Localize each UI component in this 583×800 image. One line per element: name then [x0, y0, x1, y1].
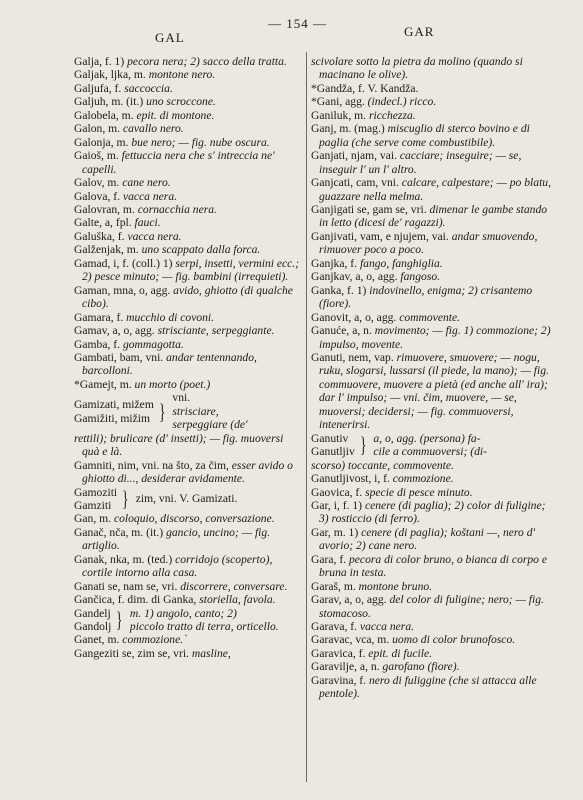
entry-definition: un morto (poet.)	[134, 377, 211, 391]
entry-headword: Gambati, bam, vni.	[74, 350, 167, 364]
entry-headword: Gandolj	[74, 620, 112, 634]
dictionary-entry	[74, 633, 302, 646]
entry-definition: corridojo (scoperto), cortile intorno alla casa.	[82, 552, 273, 580]
dictionary-entry	[74, 284, 302, 311]
entry-definition: strisciante, serpeggiante.	[157, 324, 275, 338]
dictionary-entry	[311, 95, 551, 108]
entry-definition: (indecl.) ricco.	[367, 95, 437, 109]
entry-headword: Gamizati, mižem	[74, 398, 154, 412]
entry-continuation: rettili); brulicare (d' insetti); — fig. muoversi quà e là.	[74, 431, 284, 459]
dictionary-entry	[311, 109, 551, 122]
entry-headword: Garavac, vca, m.	[311, 633, 393, 647]
entry-definition: dimenar le gambe stando in letto (dicesi de' ragazzi).	[319, 202, 548, 230]
dictionary-entry	[74, 459, 302, 486]
entry-headword: Ganj, m. (mag.)	[311, 122, 388, 136]
entry-definition	[371, 432, 487, 459]
entry-headword: Gaman, mna, o, agg.	[74, 283, 174, 297]
entry-definition: scivolare sotto la pietra da molino (quando si macinano le olive).	[311, 55, 523, 82]
dictionary-entry	[311, 580, 551, 593]
entry-headword: Ganet, m.	[74, 633, 123, 647]
entry-definition: specie di pesce minuto.	[365, 485, 473, 499]
dictionary-entry	[311, 633, 551, 646]
dictionary-entry	[311, 284, 551, 311]
column-divider	[306, 52, 307, 782]
running-head-right: GAR	[404, 24, 435, 39]
entry-definition: mucchio di covoni.	[126, 310, 215, 324]
definition-line: serpeggiare (de'	[172, 418, 248, 432]
entry-headword: Ganač, nča, m. (it.)	[74, 525, 167, 539]
entry-definition: uomo di color brunofosco.	[392, 633, 516, 647]
dictionary-entry	[311, 647, 551, 660]
dictionary-entry	[74, 324, 302, 337]
entry-definition: vacca nera.	[122, 189, 178, 203]
dictionary-entry	[311, 55, 551, 82]
dictionary-entry	[311, 472, 551, 485]
entry-definition: cenere (di paglia); 2) color di fuligine; 3) rosticcio (di ferro).	[319, 498, 546, 526]
entry-headword: Gančica, f. dim. di Ganka,	[74, 593, 200, 607]
entry-headword: Ganati se, nam se, vri.	[74, 579, 181, 593]
entry-headword: Gamba, f.	[74, 337, 123, 351]
entry-definition: cane nero.	[122, 176, 171, 190]
dictionary-entry	[74, 95, 302, 108]
dictionary-entry	[74, 149, 302, 176]
entry-definition: gommagotta.	[122, 337, 184, 351]
dictionary-entry	[311, 230, 551, 257]
entry-headword: Gar, i, f. 1)	[311, 498, 365, 512]
entry-definition: pecora nera; 2) sacco della tratta.	[127, 55, 287, 68]
entry-definition: cacciare; inseguire; — se, inseguir l' un l' altro.	[319, 149, 522, 176]
entry-headword: Galovran, m.	[74, 202, 138, 216]
entry-group	[74, 391, 302, 431]
entry-definition: indovinello, enigma; 2) crisantemo (fiore).	[319, 283, 533, 311]
entry-headword: Galonja, m.	[74, 135, 132, 149]
brace-glyph: }	[122, 485, 129, 511]
page-header	[0, 14, 583, 44]
dictionary-entry	[311, 270, 551, 283]
entry-headword: Gaovica, f.	[311, 485, 366, 499]
dictionary-entry	[311, 176, 551, 203]
entry-headword: Ganjati, njam, vai.	[311, 149, 400, 163]
entry-headword: Garava, f.	[311, 620, 360, 634]
entry-definition: storiella, favola.	[199, 593, 276, 607]
entry-headword: Galjufa, f.	[74, 81, 125, 95]
entry-headword: *Gandža, f. V. Kandža.	[311, 81, 419, 95]
entry-definition: vacca nera.	[127, 229, 182, 243]
entry-headword: Ganuće, a, n.	[311, 324, 375, 338]
definition-line: m. 1) angolo, canto; 2)	[129, 606, 237, 620]
entry-definition: andar tentennando, barcolloni.	[82, 350, 257, 378]
entry-definition: del color di fuligine; nero; — fig. stomacoso.	[319, 593, 544, 620]
entry-definition: cenere (di paglia); koštani —, nero d' avorio; 2) cane nero.	[319, 525, 535, 553]
dictionary-entry	[74, 351, 302, 378]
dictionary-entry	[74, 68, 302, 81]
entry-headword: *Gani, agg.	[311, 95, 368, 109]
entry-headword: Galjak, ljka, m.	[74, 68, 149, 82]
entry-headword: Galte, a, fpl.	[74, 216, 135, 230]
entry-headword: Gamižiti, mižim	[74, 411, 150, 425]
definition-line: a, o, agg. (persona) fa-	[373, 431, 481, 445]
dictionary-entry	[74, 55, 302, 68]
definition-line: strisciare,	[172, 404, 219, 418]
entry-definition: uno scroccone.	[146, 95, 216, 109]
entry-definition: saccoccia.	[124, 81, 173, 95]
entry-headword: Gamniti, nim, vni. na što, za čim,	[74, 458, 232, 472]
dictionary-entry	[74, 176, 302, 189]
dictionary-entry	[311, 122, 551, 149]
entry-headword: Ganutljivost, i, f.	[311, 472, 393, 486]
entry-headword: Gamziti	[74, 498, 112, 512]
entry-continuation: scorso) toccante, commovente.	[311, 458, 454, 472]
entry-headword: Garavina, f.	[311, 673, 369, 687]
definition-line: zim, vni. V. Gamizati.	[135, 492, 238, 506]
dictionary-entry	[74, 553, 302, 580]
dictionary-entry	[74, 338, 302, 351]
entry-definition: epit. di fucile.	[368, 646, 433, 660]
entry-definition: discorrere, conversare.	[180, 579, 288, 593]
entry-group	[74, 486, 302, 513]
entry-definition: ricchezza.	[368, 108, 416, 122]
dictionary-entry	[311, 499, 551, 526]
right-column	[311, 55, 551, 701]
dictionary-entry	[311, 324, 551, 351]
entry-headword: Gamad, i, f. (coll.) 1)	[74, 256, 176, 270]
brace-glyph: }	[359, 432, 367, 458]
running-head-left: GAL	[155, 30, 185, 45]
entry-headword: Galja, f. 1)	[74, 55, 128, 68]
entry-definition: rimuovere, smuovere; — nogu, ruku, slogarsi, lussarsi (il piede, la mano); — fig. commuovere, muovere a pietà (ed anche all' ira); dar l' impulso; — vni. čim, muovere, — se, muoversi; decidersi; — fig. commuoversi, intenerirsi.	[319, 350, 549, 432]
dictionary-entry	[74, 122, 302, 135]
entry-definition: calcare, calpestare; — po blatu, guazzare nella melma.	[319, 176, 551, 203]
entry-headword: Garavica, f.	[311, 646, 369, 660]
entry-headword: *Gamejt, m.	[74, 377, 135, 391]
entry-headword: Ganiluk, m.	[311, 108, 369, 122]
entry-headword: Garavilje, a, n.	[311, 660, 383, 674]
entry-definition: movimento; — fig. 1) commozione; 2) impulso, movente.	[319, 324, 551, 351]
entry-definition: masline,	[191, 646, 231, 660]
dictionary-entry	[311, 526, 551, 553]
entry-definition: gancio, uncino; — fig. artiglio.	[82, 525, 271, 553]
definition-line: piccolo tratto di terra, orticello.	[129, 620, 279, 634]
entry-headword: Ganutiv	[311, 431, 349, 445]
entry-headword: Gan, m.	[74, 512, 114, 526]
brace-glyph: }	[116, 607, 123, 633]
entry-headword: Garaš, m.	[311, 579, 359, 593]
dictionary-entry	[74, 230, 302, 243]
entry-definition: cornacchia nera.	[137, 202, 217, 216]
entry-definition: pecora di color bruno, o bianca di corpo e bruna in testa.	[319, 552, 548, 580]
entry-definition: commozione.`	[122, 633, 188, 647]
dictionary-entry	[74, 243, 302, 256]
entry-headword: Ganovit, a, o, agg.	[311, 310, 400, 324]
entry-definition	[128, 607, 279, 634]
dictionary-entry	[74, 647, 302, 660]
entry-headword: Ganuti, nem, vap.	[311, 350, 397, 364]
entry-definition: fauci.	[134, 216, 161, 230]
definition-line: cile a commuoversi; (di-	[373, 445, 488, 459]
entry-headword: Galobela, m.	[74, 108, 137, 122]
entry-headword: Ganjigati se, gam se, vri.	[311, 202, 430, 216]
entry-headword: Gamav, a, o, agg.	[74, 324, 158, 338]
dictionary-entry	[74, 512, 302, 525]
entry-headword: Ganjka, f.	[311, 256, 360, 270]
dictionary-entry	[74, 82, 302, 95]
dictionary-entry	[311, 660, 551, 673]
entry-headword: Galon, m.	[74, 122, 123, 136]
dictionary-entry	[311, 620, 551, 633]
entry-group	[74, 607, 302, 634]
entry-headword: Ganutljiv	[311, 445, 355, 459]
entry-headword: Gara, f.	[311, 552, 349, 566]
entry-headword: Galov, m.	[74, 176, 123, 190]
entry-grammar: vni.	[172, 391, 191, 405]
dictionary-entry	[74, 257, 302, 284]
entry-headword: Gaioš, m.	[74, 149, 122, 163]
entry-headword: Galuška, f.	[74, 229, 128, 243]
entry-definition: avido, ghiotto (di qualche cibo).	[82, 283, 293, 311]
entry-headword: Gamara, f.	[74, 310, 127, 324]
entry-definition: serpi, insetti, vermini ecc.; 2) pesce minuto; — fig. bambini (irrequieti).	[82, 256, 300, 284]
dictionary-entry	[74, 580, 302, 593]
entry-headword: Gandelj	[74, 606, 111, 620]
entry-headword: Ganjivati, vam, e njujem, vai.	[311, 229, 452, 243]
entry-headword: Ganjkav, a, o, agg.	[311, 270, 401, 284]
entry-definition	[134, 492, 238, 505]
dictionary-entry	[74, 526, 302, 553]
entry-definition: fango, fanghiglia.	[359, 256, 443, 270]
entry-headword: Garav, a, o, agg.	[311, 593, 390, 607]
entry-headword: Gangeziti se, zim se, vri.	[74, 646, 192, 660]
entry-headword: Ganak, nka, m. (ted.)	[74, 552, 176, 566]
dictionary-entry	[311, 674, 551, 701]
entry-headword: Galjuh, m. (it.)	[74, 95, 147, 109]
entry-group	[311, 432, 551, 459]
entry-definition	[170, 391, 247, 431]
dictionary-entry	[74, 203, 302, 216]
dictionary-entry	[74, 109, 302, 122]
dictionary-entry	[74, 136, 302, 149]
entry-definition: miscuglio di sterco bovino e di paglia (che serve come combustibile).	[319, 122, 530, 149]
entry-definition: commovente.	[399, 310, 461, 324]
entry-definition: epit. di montone.	[136, 108, 215, 122]
dictionary-entry	[311, 593, 551, 620]
dictionary-entry	[311, 149, 551, 176]
brace-glyph: }	[158, 398, 166, 424]
dictionary-entry	[74, 378, 302, 391]
dictionary-entry	[311, 257, 551, 270]
entry-definition: fangoso.	[400, 270, 441, 284]
entry-definition: cavallo nero.	[122, 122, 184, 136]
entry-headword: Galova, f.	[74, 189, 123, 203]
entry-headword: Gamoziti	[74, 485, 118, 499]
dictionary-entry	[74, 311, 302, 324]
entry-definition: montone nero.	[148, 68, 216, 82]
dictionary-entry	[311, 82, 551, 95]
entry-definition: coloquio, discorso, conversazione.	[113, 512, 275, 526]
entry-definition: fettuccia nera che s' intreccia ne' capelli.	[82, 149, 275, 176]
dictionary-entry	[311, 553, 551, 580]
dictionary-entry	[311, 311, 551, 324]
entry-definition: garofano (fiore).	[382, 660, 460, 674]
dictionary-entry	[74, 216, 302, 229]
entry-definition: montone bruno.	[358, 579, 433, 593]
entry-headword: Ganjcati, cam, vni.	[311, 176, 402, 190]
entry-definition: nero di fuliggine (che si attacca alle pentole).	[319, 673, 537, 701]
entry-headword: Galženjak, m.	[74, 243, 142, 257]
dictionary-entry	[74, 593, 302, 606]
entry-definition: uno scappato dalla forca.	[141, 243, 261, 257]
dictionary-entry	[311, 486, 551, 499]
left-column	[74, 55, 302, 660]
entry-definition: andar smuovendo, rimuover poco a poco.	[319, 229, 538, 257]
dictionary-entry	[311, 203, 551, 230]
dictionary-entry	[311, 351, 551, 432]
entry-definition: commozione.	[392, 472, 454, 486]
dictionary-entry	[74, 190, 302, 203]
entry-headword: Gar, m. 1)	[311, 525, 362, 539]
page-number: — 154 —	[268, 16, 327, 31]
entry-definition: bue nero; — fig. nube oscura.	[131, 135, 270, 149]
entry-definition: esser avido o ghiotto di..., desiderar avidamente.	[82, 458, 293, 486]
entry-headword: Ganka, f. 1)	[311, 283, 370, 297]
entry-definition: vacca nera.	[359, 620, 415, 634]
